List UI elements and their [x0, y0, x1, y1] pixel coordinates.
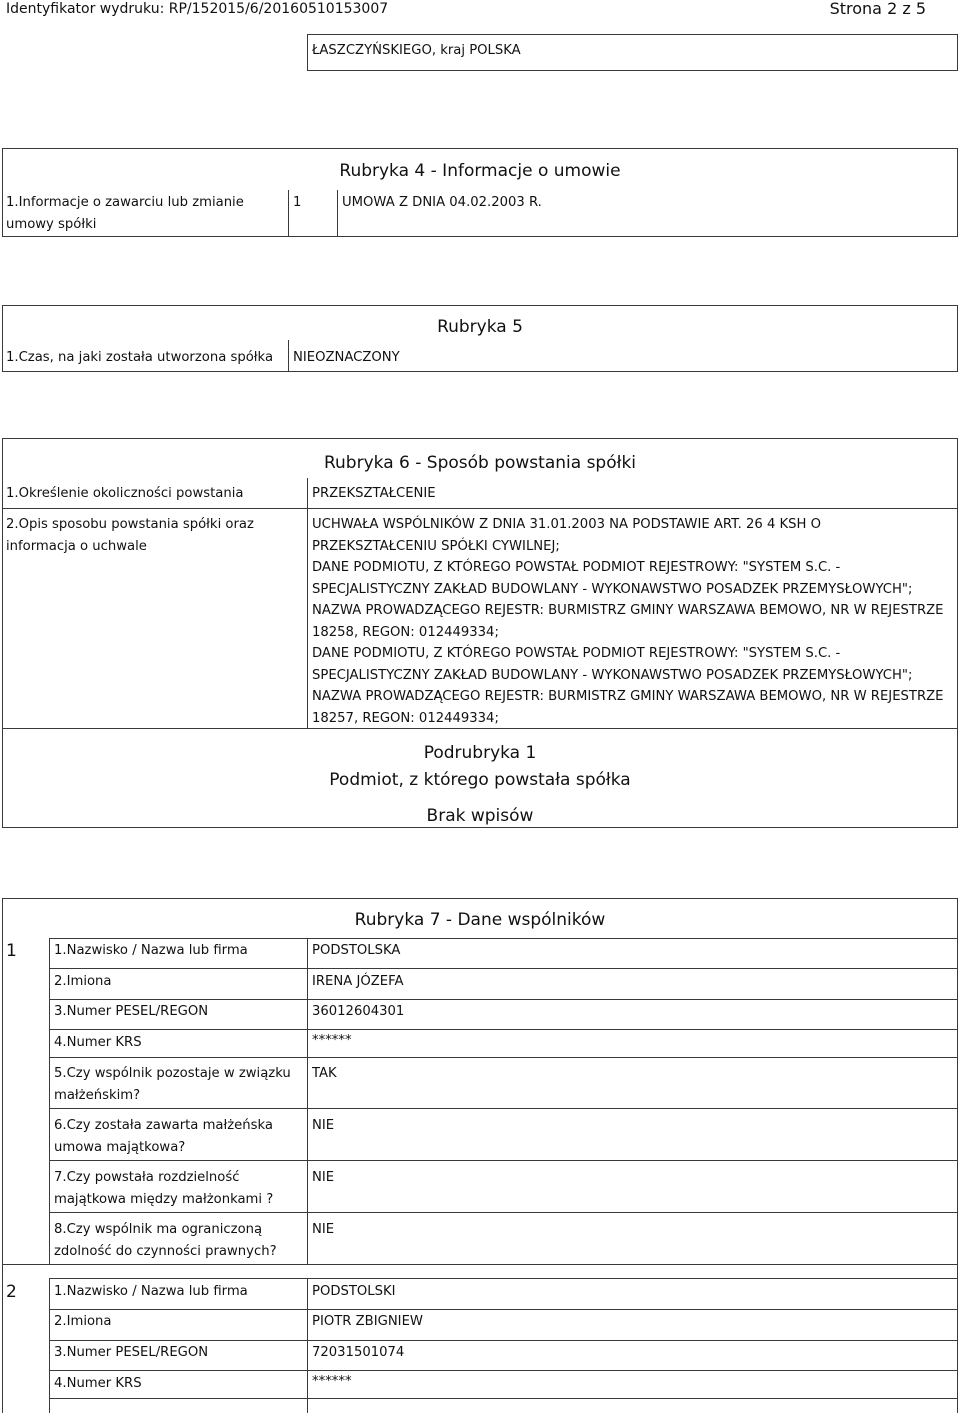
address-value: ŁASZCZYŃSKIEGO, kraj POLSKA [312, 43, 521, 58]
podrubryka-empty-note: Brak wpisów [426, 806, 534, 826]
rubryka-7-title: Rubryka 7 - Dane wspólników [354, 910, 606, 930]
partner-field-label: 8.Czy wspólnik ma ograniczoną zdolność do czynności prawnych? [54, 1222, 277, 1259]
description-line: SPECJALISTYCZNY ZAKŁAD BUDOWLANY - WYKONAWSTWO POSADZEK PRZEMYSŁOWYCH"; [312, 581, 913, 597]
partner-field-value: NIE [312, 1222, 335, 1237]
rubryka-5-field-value: NIEOZNACZONY [293, 350, 400, 365]
partner-field-value: PIOTR ZBIGNIEW [312, 1314, 423, 1329]
description-line: NAZWA PROWADZĄCEGO REJESTR: BURMISTRZ GMINY WARSZAWA BEMOWO, NR W REJESTRZE [312, 603, 944, 618]
description-line: DANE PODMIOTU, Z KTÓREGO POWSTAŁ PODMIOT REJESTROWY: "SYSTEM S.C. - [312, 560, 841, 575]
partner-number: 2 [6, 1282, 17, 1302]
description-line: DANE PODMIOTU, Z KTÓREGO POWSTAŁ PODMIOT REJESTROWY: "SYSTEM S.C. - [312, 646, 841, 661]
partner-field-value: ****** [312, 1374, 352, 1389]
rubryka-6-field2-label: 2.Opis sposobu powstania spółki oraz informacja o uchwale [6, 517, 254, 554]
podrubryka-title: Podrubryka 1 [423, 743, 537, 763]
partner-field-value: 36012604301 [312, 1004, 405, 1019]
rubryka-4-field-value: UMOWA Z DNIA 04.02.2003 R. [342, 195, 542, 210]
partner-field-label: 3.Numer PESEL/REGON [54, 1345, 209, 1360]
partner-field-value: PODSTOLSKA [312, 943, 401, 958]
description-line: SPECJALISTYCZNY ZAKŁAD BUDOWLANY - WYKONAWSTWO POSADZEK PRZEMYSŁOWYCH"; [312, 667, 913, 683]
page-number: Strona 2 z 5 [829, 0, 926, 18]
rubryka-5-field-label: 1.Czas, na jaki została utworzona spółka [6, 350, 274, 365]
partner-number: 1 [6, 941, 17, 961]
print-identifier: Identyfikator wydruku: RP/152015/6/20160510153007 [6, 1, 389, 17]
partner-field-label: 3.Numer PESEL/REGON [54, 1004, 209, 1019]
rubryka-6-field1-value: PRZEKSZTAŁCENIE [312, 486, 436, 501]
description-line: 18257, REGON: 012449334; [312, 710, 499, 726]
description-line: UCHWAŁA WSPÓLNIKÓW Z DNIA 31.01.2003 NA PODSTAWIE ART. 26 4 KSH O [312, 517, 822, 532]
partner-field-label: 2.Imiona [54, 974, 112, 989]
partner-field-value: ****** [312, 1033, 352, 1048]
partner-field-label: 1.Nazwisko / Nazwa lub firma [54, 943, 248, 958]
partner-field-value: 72031501074 [312, 1345, 405, 1360]
rubryka-6-field1-label: 1.Określenie okoliczności powstania [6, 486, 244, 501]
partner-field-label: 6.Czy została zawarta małżeńska umowa majątkowa? [54, 1118, 274, 1155]
partner-field-label: 7.Czy powstała rozdzielność majątkowa między małżonkami ? [54, 1170, 274, 1207]
partner-field-value: IRENA JÓZEFA [312, 974, 404, 989]
rubryka-4-field-num: 1 [293, 195, 302, 210]
partner-field-label: 4.Numer KRS [54, 1376, 142, 1391]
rubryka-4-field-label: 1.Informacje o zawarciu lub zmianie umowy spółki [6, 195, 244, 232]
description-line: PRZEKSZTAŁCENIU SPÓŁKI CYWILNEJ; [312, 538, 560, 554]
partner-field-value: NIE [312, 1170, 335, 1185]
partner-field-value: NIE [312, 1118, 335, 1133]
partner-field-label: 4.Numer KRS [54, 1035, 142, 1050]
rubryka-4-title: Rubryka 4 - Informacje o umowie [339, 161, 621, 181]
podrubryka-name: Podmiot, z którego powstała spółka [329, 770, 631, 790]
rubryka-6-title: Rubryka 6 - Sposób powstania spółki [323, 453, 637, 473]
partner-field-label: 2.Imiona [54, 1314, 112, 1329]
rubryka-5-title: Rubryka 5 [437, 317, 523, 337]
partner-field-label: 1.Nazwisko / Nazwa lub firma [54, 1284, 248, 1299]
partner-field-value: TAK [312, 1066, 337, 1081]
partner-field-label: 5.Czy wspólnik pozostaje w związku małżeńskim? [54, 1066, 291, 1103]
description-line: NAZWA PROWADZĄCEGO REJESTR: BURMISTRZ GMINY WARSZAWA BEMOWO, NR W REJESTRZE [312, 689, 944, 704]
partner-field-value: PODSTOLSKI [312, 1284, 396, 1299]
description-line: 18258, REGON: 012449334; [312, 624, 499, 640]
